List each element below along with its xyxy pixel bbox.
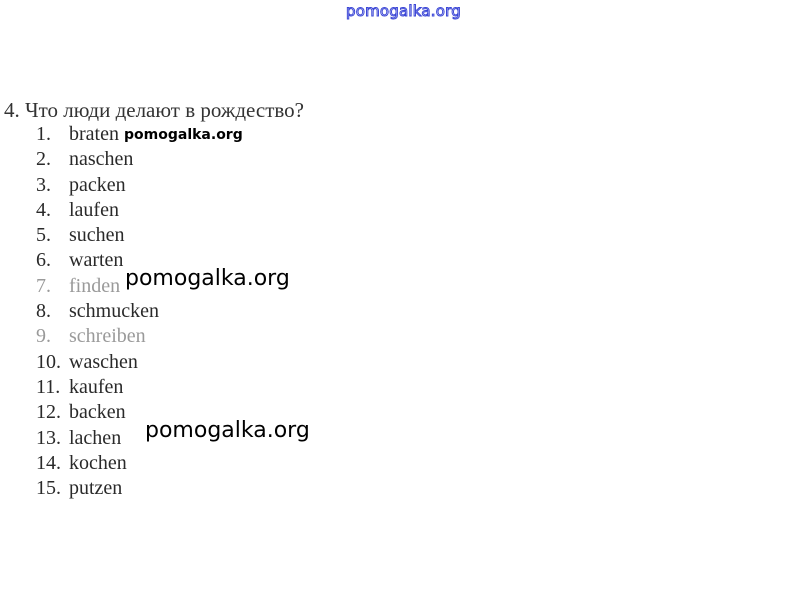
list-item-number: 2. <box>36 148 51 171</box>
list-item-word: kochen <box>69 451 127 474</box>
list-item-number: 8. <box>36 300 51 323</box>
list-item-word: finden <box>69 274 121 297</box>
header-watermark: pomogalka.org <box>346 2 461 20</box>
list-item-word: schreiben <box>69 325 146 348</box>
list-item <box>36 375 159 400</box>
list-item-word: naschen <box>69 148 134 171</box>
question-heading: 4. Что люди делают в рождество? <box>4 98 304 122</box>
list-item-word: braten <box>69 123 119 145</box>
list-item <box>36 223 159 248</box>
list-item-number: 7. <box>36 274 51 297</box>
list-item-word: schmucken <box>69 300 159 323</box>
list-item <box>36 476 159 501</box>
list-item-number: 6. <box>36 249 51 272</box>
list-item-word: warten <box>69 249 124 272</box>
watermark-small: pomogalka.org <box>124 127 243 143</box>
list-item <box>36 451 159 476</box>
list-item-word: backen <box>69 401 126 424</box>
watermark-lower: pomogalka.org <box>145 418 310 443</box>
list-item-number: 4. <box>36 198 51 221</box>
list-item <box>36 147 159 172</box>
list-item-number: 3. <box>36 173 51 196</box>
list-item-number: 10. <box>36 350 61 373</box>
watermark-middle: pomogalka.org <box>125 266 290 291</box>
list-item-number: 14. <box>36 451 61 474</box>
list-item-word: putzen <box>69 477 123 500</box>
list-item <box>36 426 159 451</box>
list-item-word: laufen <box>69 198 119 221</box>
list-item-number: 9. <box>36 325 51 348</box>
list-item-word: lachen <box>69 426 122 449</box>
list-item <box>36 400 159 425</box>
list-item-word: waschen <box>69 350 138 373</box>
list-item <box>36 350 159 375</box>
list-item <box>36 299 159 324</box>
list-item-word: suchen <box>69 224 125 247</box>
list-item-number: 1. <box>36 123 51 145</box>
list-item <box>36 173 159 198</box>
answer-list <box>36 122 159 501</box>
list-item-word: packen <box>69 173 126 196</box>
list-item-number: 15. <box>36 477 61 500</box>
list-item-word: kaufen <box>69 375 124 398</box>
list-item <box>36 324 159 349</box>
list-item <box>36 198 159 223</box>
list-item-number: 12. <box>36 401 61 424</box>
list-item-number: 13. <box>36 426 61 449</box>
list-item-number: 5. <box>36 224 51 247</box>
list-item-number: 11. <box>36 375 61 398</box>
